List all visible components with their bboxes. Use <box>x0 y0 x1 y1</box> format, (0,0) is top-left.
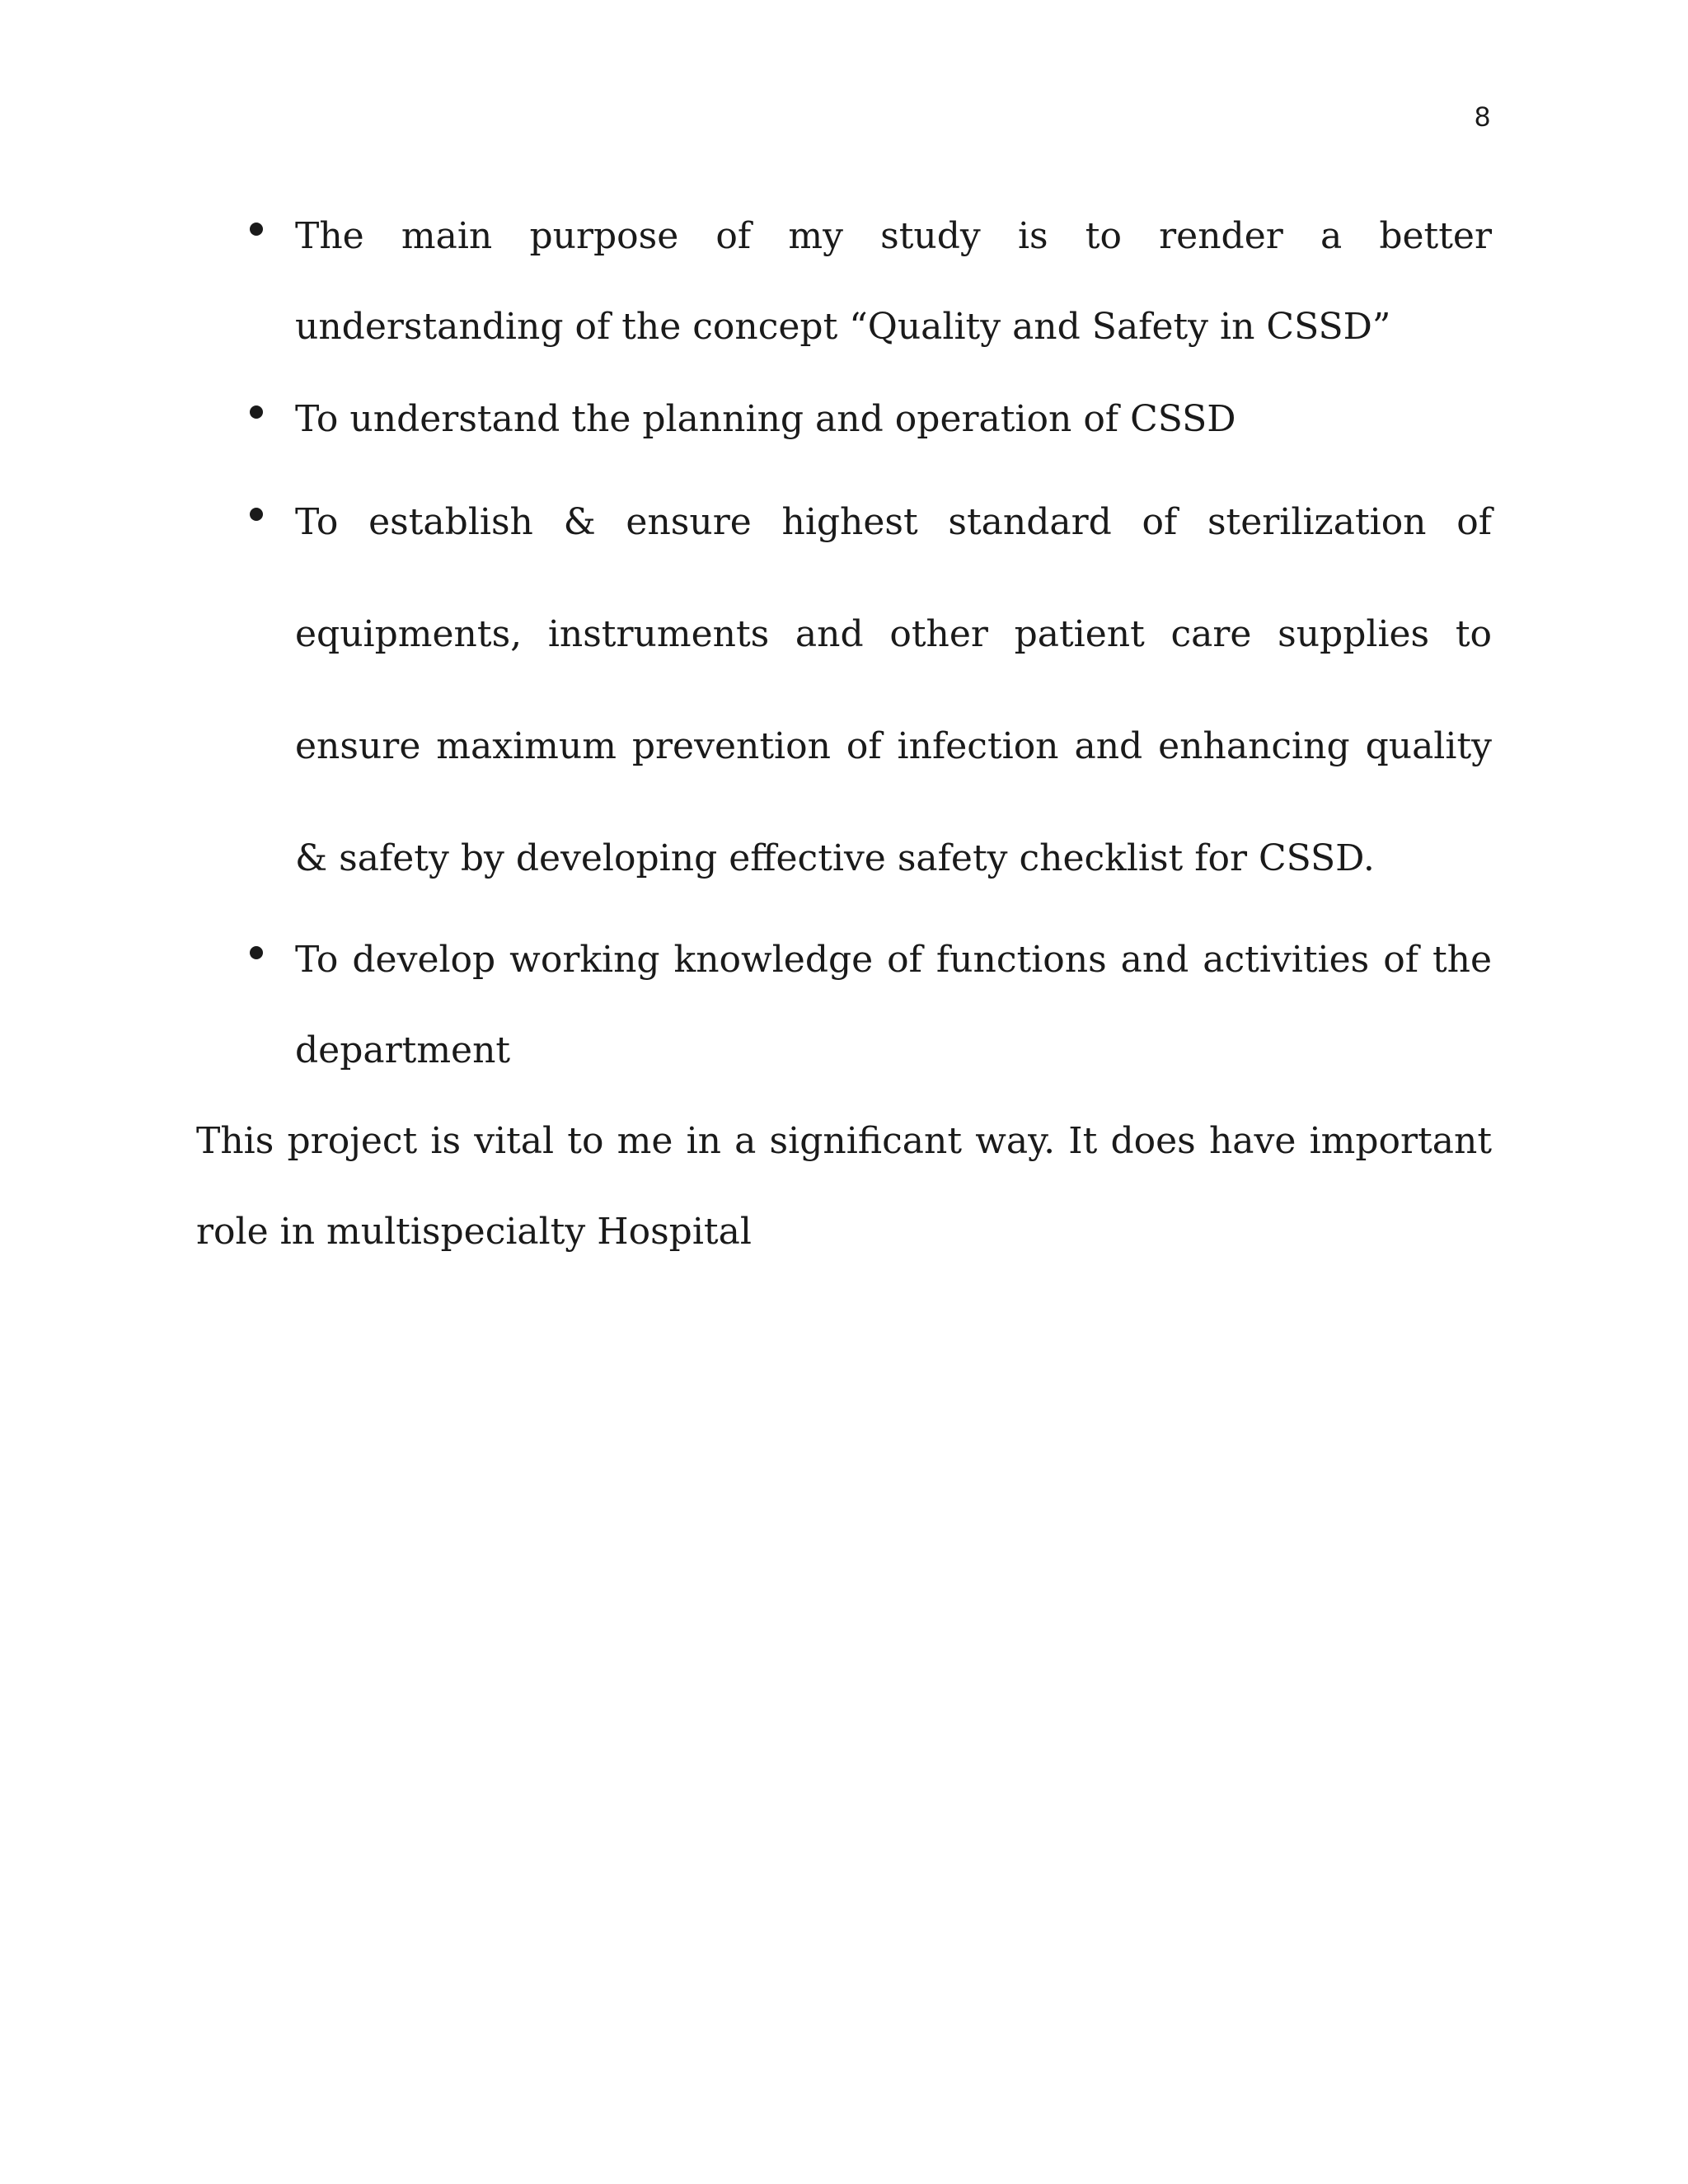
list-item <box>196 466 1492 915</box>
list-item-text: To establish & ensure highest standard of sterilization of equipments, instruments and other patient care supplies to ensure maximum prevention of infection and enhancing quality & safety by developing effective safety checklist for CSSD. <box>295 501 1492 879</box>
page-number: 8 <box>1475 101 1490 133</box>
list-item <box>196 374 1492 465</box>
list-item <box>196 915 1492 1096</box>
list-item-text: The main purpose of my study is to render a better understanding of the concept “Quality and Safety in CSSD” <box>295 215 1492 348</box>
closing-paragraph: This project is vital to me in a significant way. It does have important role in multispecialty Hospital <box>196 1120 1492 1253</box>
list-item <box>196 191 1492 373</box>
bullet-icon <box>250 405 263 419</box>
list-item-text: To understand the planning and operation of CSSD <box>295 398 1236 440</box>
bullet-icon <box>250 946 263 959</box>
list-item-text: To develop working knowledge of functions and activities of the department <box>295 939 1492 1071</box>
document-body <box>196 191 1492 1277</box>
bullet-icon <box>250 223 263 236</box>
bullet-icon <box>250 508 263 521</box>
objectives-list <box>196 191 1492 1096</box>
